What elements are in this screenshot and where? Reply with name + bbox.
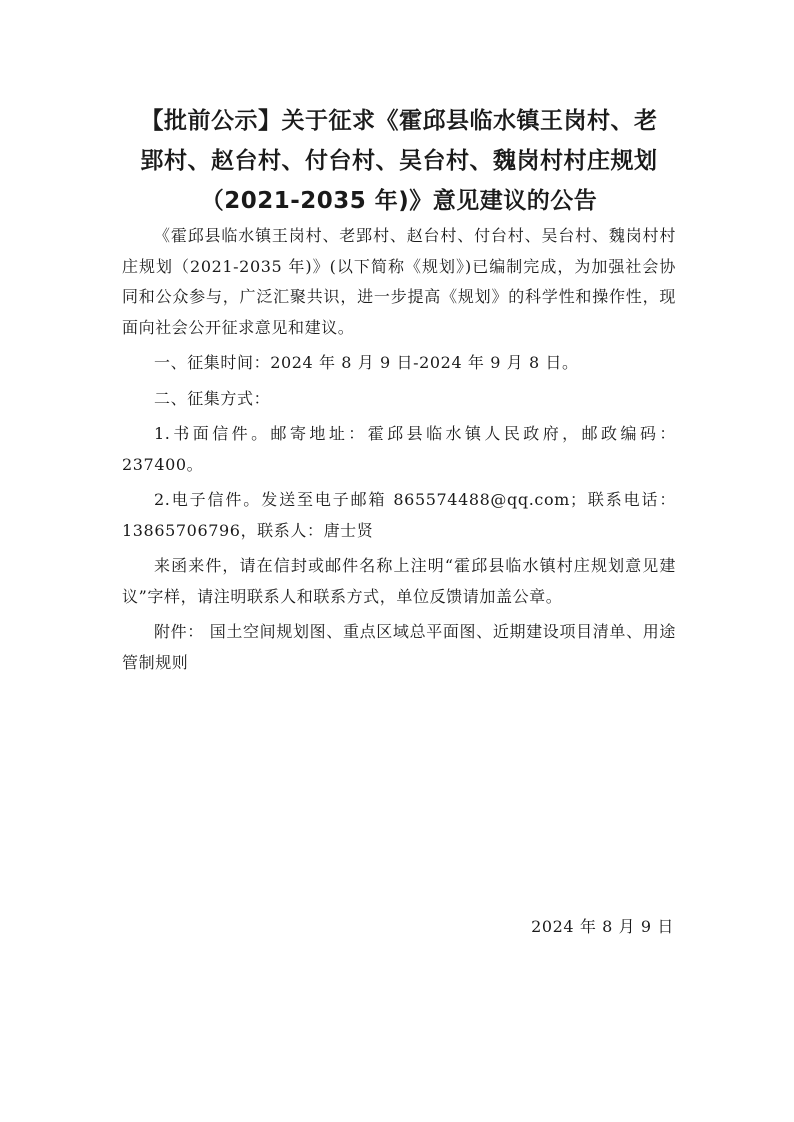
- collection-method-heading: 二、征集方式：: [154, 388, 271, 408]
- method-email: 2.电子信件。发送至电子邮箱 865574488@qq.com；联系电话：13865706796，联系人：唐士贤: [122, 490, 676, 540]
- method-letter: 1.书面信件。邮寄地址：霍邱县临水镇人民政府，邮政编码：237400。: [122, 424, 676, 474]
- attachments: 附件： 国土空间规划图、重点区域总平面图、近期建设项目清单、用途管制规则: [122, 622, 676, 672]
- title-line-1: 【批前公示】关于征求《霍邱县临水镇王岗村、老: [140, 108, 658, 134]
- notice-title: [122, 101, 676, 221]
- notice-body: [122, 221, 676, 678]
- notice-date: 2024 年 8 月 9 日: [531, 917, 674, 936]
- intro-paragraph: 《霍邱县临水镇王岗村、老郢村、赵台村、付台村、吴台村、魏岗村村庄规划（2021-2035 年)》(以下简称《规划》)已编制完成，为加强社会协同和公众参与，广泛汇聚共识，进一步提高《规划》的科学性和操作性，现面向社会公开征求意见和建议。: [122, 226, 676, 337]
- title-line-2: 郢村、赵台村、付台村、吴台村、魏岗村村庄规划: [140, 148, 658, 174]
- submission-note: 来函来件，请在信封或邮件名称上注明“霍邱县临水镇村庄规划意见建议”字样，请注明联系人和联系方式，单位反馈请加盖公章。: [122, 556, 676, 606]
- title-line-3: （2021-2035 年)》意见建议的公告: [200, 188, 598, 214]
- collection-time: 一、征集时间：2024 年 8 月 9 日-2024 年 9 月 8 日。: [154, 353, 579, 372]
